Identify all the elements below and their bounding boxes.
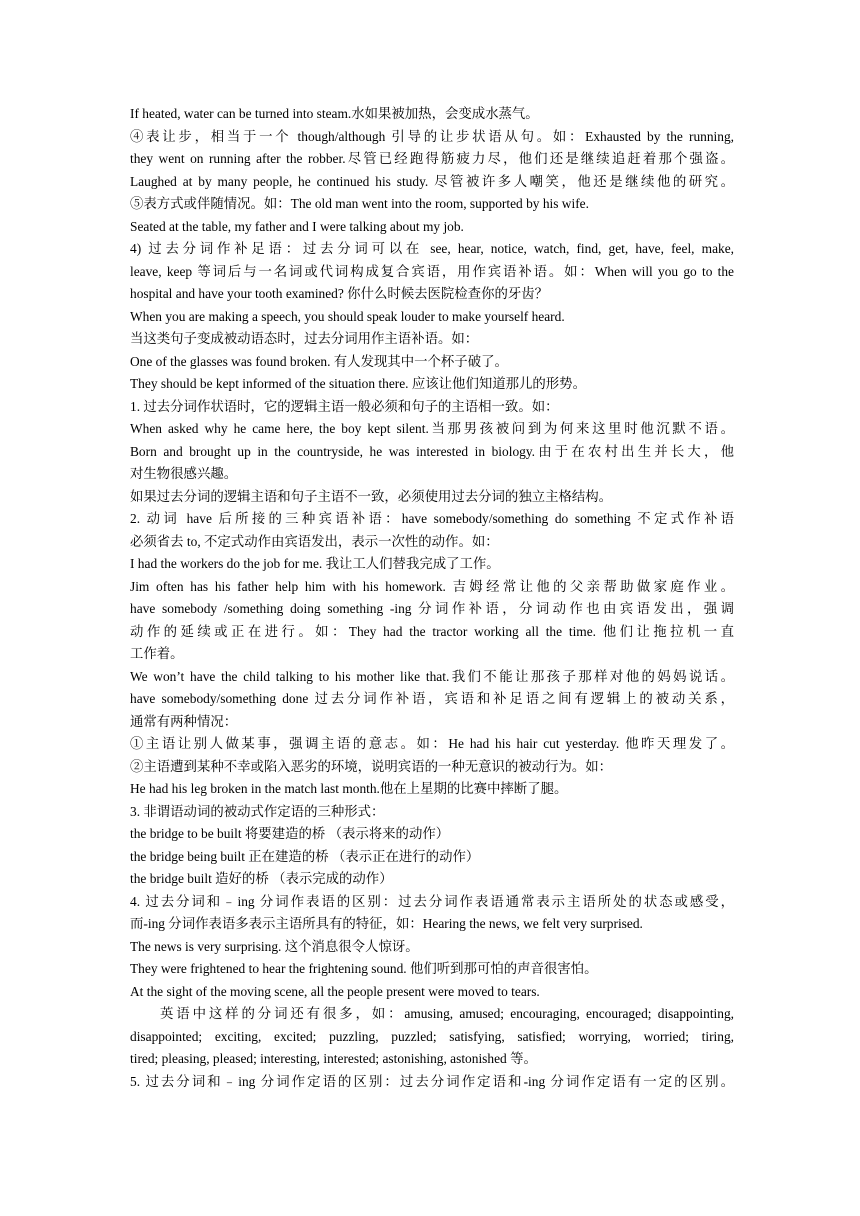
text-line: the bridge being built 正在建造的桥 （表示正在进行的动作） [130, 848, 480, 864]
text-line: At the sight of the moving scene, all the people present were moved to tears. [130, 983, 540, 999]
text-line: the bridge to be built 将要建造的桥 （表示将来的动作） [130, 826, 450, 841]
text-line: ④表让步，相当于一个 though/although 引导的让步状语从句。如：Exhausted by the running, [130, 128, 734, 144]
text-line: 英语中这样的分词还有很多，如：amusing, amused; encouraging, encouraged; disappointing, [160, 1006, 734, 1021]
text-line: They should be kept informed of the situation there. 应该让他们知道那儿的形势。 [130, 376, 586, 391]
text-line: 3. 非谓语动词的被动式作定语的三种形式： [130, 803, 385, 819]
text-line: 工作着。 [130, 646, 184, 661]
text-line: 5. 过去分词和﹣ing 分词作定语的区别：过去分词作定语和-ing 分词作定语有一定的区别。 [130, 1073, 734, 1089]
text-line: The news is very surprising. 这个消息很令人惊讶。 [130, 938, 419, 954]
text-line: When asked why he came here, the boy kept silent.当那男孩被问到为何来这里时他沉默不语。 [130, 421, 734, 436]
text-line: 1. 过去分词作状语时，它的逻辑主语一般必须和句子的主语相一致。如： [130, 398, 559, 414]
text-line: they went on running after the robber.尽管已经跑得筋疲力尽，他们还是继续追赶着那个强盗。 [130, 151, 734, 166]
text-line: They were frightened to hear the frightening sound. 他们听到那可怕的声音很害怕。 [130, 961, 598, 976]
text-line: One of the glasses was found broken. 有人发现其中一个杯子破了。 [130, 353, 508, 369]
text-line: leave, keep 等词后与一名词或代词构成复合宾语，用作宾语补语。如：When will you go to the [130, 263, 734, 279]
text-line: Seated at the table, my father and I were talking about my job. [130, 218, 464, 234]
text-line: 通常有两种情况： [130, 713, 238, 729]
text-line: 2. 动词 have 后所接的三种宾语补语：have somebody/something do something 不定式作补语 [130, 511, 734, 526]
text-line: Jim often has his father help him with his homework. 吉姆经常让他的父亲帮助做家庭作业。 [130, 578, 734, 594]
text-line: We won’t have the child talking to his mother like that.我们不能让那孩子那样对他的妈妈说话。 [130, 668, 734, 684]
text-line: 必须省去 to, 不定式动作由宾语发出，表示一次性的动作。如： [130, 533, 499, 549]
text-line: disappointed; exciting, excited; puzzling, puzzled; satisfying, satisfied; worrying, worried; tiring, [130, 1028, 734, 1044]
text-line: 4) 过去分词作补足语：过去分词可以在 see, hear, notice, watch, find, get, have, feel, make, [130, 241, 734, 256]
text-line: ⑤表方式或伴随情况。如：The old man went into the room, supported by his wife. [130, 196, 589, 211]
text-line: the bridge built 造好的桥 （表示完成的动作） [130, 871, 393, 886]
text-line: ②主语遭到某种不幸或陷入恶劣的环境，说明宾语的一种无意识的被动行为。如： [130, 758, 613, 774]
text-line: 而-ing 分词作表语多表示主语所具有的特征，如：Hearing the news, we felt very surprised. [130, 916, 643, 931]
document-page [130, 103, 734, 1093]
text-line: 4. 过去分词和﹣ing 分词作表语的区别：过去分词作表语通常表示主语所处的状态或感受， [130, 893, 734, 909]
text-line: 当这类句子变成被动语态时，过去分词用作主语补语。如： [130, 331, 479, 346]
text-line: Laughed at by many people, he continued his study. 尽管被许多人嘲笑，他还是继续他的研究。 [130, 173, 734, 189]
text-line: 动作的延续或正在进行。如：They had the tractor working all the time. 他们让拖拉机一直 [130, 623, 734, 639]
text-line: ①主语让别人做某事，强调主语的意志。如：He had his hair cut yesterday. 他昨天理发了。 [130, 736, 734, 751]
text-line: When you are making a speech, you should speak louder to make yourself heard. [130, 308, 565, 324]
text-line: I had the workers do the job for me. 我让工人们替我完成了工作。 [130, 556, 500, 571]
text-line: have somebody /something doing something -ing 分词作补语，分词动作也由宾语发出，强调 [130, 601, 734, 616]
text-line: have somebody/something done 过去分词作补语，宾语和补足语之间有逻辑上的被动关系， [130, 691, 734, 706]
text-line: Born and brought up in the countryside, he was interested in biology.由于在农村出生并长大，他 [130, 443, 734, 459]
text-line: He had his leg broken in the match last month.他在上星期的比赛中摔断了腿。 [130, 781, 568, 796]
text-line: If heated, water can be turned into steam.水如果被加热，会变成水蒸气。 [130, 106, 539, 121]
text-line: tired; pleasing, pleased; interesting, interested; astonishing, astonished 等。 [130, 1051, 537, 1066]
text-line: 对生物很感兴趣。 [130, 466, 238, 481]
text-line: hospital and have your tooth examined? 你什么时候去医院检查你的牙齿？ [130, 286, 549, 301]
text-line: 如果过去分词的逻辑主语和句子主语不一致，必须使用过去分词的独立主格结构。 [130, 488, 613, 504]
